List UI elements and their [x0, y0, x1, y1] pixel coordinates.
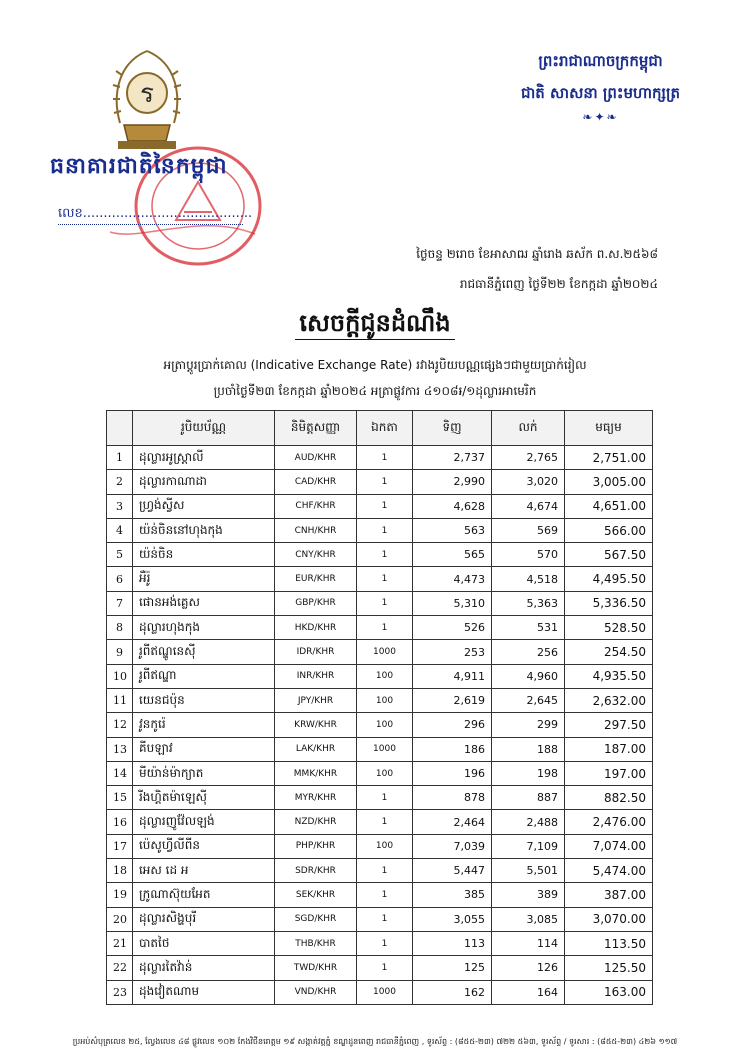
average-rate: 4,651.00 [565, 494, 653, 518]
currency-symbol: NZD/KHR [275, 810, 357, 834]
table-row [107, 737, 653, 761]
sell-rate: 531 [492, 616, 565, 640]
currency-name: ដុល្លារញូវ៉ែលឡង់ [133, 810, 275, 834]
average-rate: 5,474.00 [565, 859, 653, 883]
average-rate: 3,070.00 [565, 907, 653, 931]
col-header-average: មធ្យម [565, 411, 653, 446]
ornament-divider: ❧✦❧ [582, 110, 619, 124]
table-row [107, 810, 653, 834]
currency-symbol: INR/KHR [275, 664, 357, 688]
currency-name: ដុល្លារហុងកុង [133, 616, 275, 640]
buy-rate: 2,464 [413, 810, 492, 834]
buy-rate: 2,619 [413, 688, 492, 712]
currency-name: ផោនអង់គ្លេស [133, 591, 275, 615]
currency-name: ដុល្លារសិង្ហបុរី [133, 907, 275, 931]
currency-symbol: VND/KHR [275, 980, 357, 1004]
currency-unit: 1 [357, 446, 413, 470]
currency-symbol: SGD/KHR [275, 907, 357, 931]
row-number: 13 [107, 737, 133, 761]
currency-unit: 1 [357, 543, 413, 567]
buy-rate: 878 [413, 786, 492, 810]
buy-rate: 4,911 [413, 664, 492, 688]
currency-symbol: SDR/KHR [275, 859, 357, 883]
average-rate: 163.00 [565, 980, 653, 1004]
currency-name: ហ្វ្រង់ស្វីស [133, 494, 275, 518]
row-number: 6 [107, 567, 133, 591]
table-row [107, 859, 653, 883]
buy-rate: 563 [413, 518, 492, 542]
kingdom-title: ព្រះរាជាណាចក្រកម្ពុជា [538, 52, 663, 70]
col-header-currency: រូបិយប័ណ្ណ [133, 411, 275, 446]
currency-unit: 1 [357, 931, 413, 955]
place-date: រាជធានីភ្នំពេញ ថ្ងៃទី២២ ខែកក្កដា ឆ្នាំ២០២៤ [459, 277, 658, 291]
currency-symbol: AUD/KHR [275, 446, 357, 470]
row-number: 14 [107, 761, 133, 785]
currency-symbol: CAD/KHR [275, 470, 357, 494]
currency-name: គីបឡាវ [133, 737, 275, 761]
table-row [107, 883, 653, 907]
sell-rate: 4,518 [492, 567, 565, 591]
currency-name: បាតថៃ [133, 931, 275, 955]
row-number: 21 [107, 931, 133, 955]
currency-symbol: JPY/KHR [275, 688, 357, 712]
currency-unit: 1 [357, 907, 413, 931]
sell-rate: 570 [492, 543, 565, 567]
reference-number: លេខ......................................... [58, 205, 243, 225]
average-rate: 7,074.00 [565, 834, 653, 858]
row-number: 8 [107, 616, 133, 640]
currency-name: វូនកូរ៉េ [133, 713, 275, 737]
currency-unit: 1000 [357, 980, 413, 1004]
average-rate: 528.50 [565, 616, 653, 640]
currency-symbol: IDR/KHR [275, 640, 357, 664]
currency-name: ដុល្លារកាណាដា [133, 470, 275, 494]
sell-rate: 389 [492, 883, 565, 907]
currency-name: រីងហ្គិតម៉ាឡេស៊ី [133, 786, 275, 810]
currency-symbol: MYR/KHR [275, 786, 357, 810]
average-rate: 2,751.00 [565, 446, 653, 470]
row-number: 7 [107, 591, 133, 615]
sell-rate: 198 [492, 761, 565, 785]
bank-logo-emblem [108, 45, 186, 157]
buy-rate: 2,990 [413, 470, 492, 494]
currency-name: យ៉ន់ចិននៅហុងកុង [133, 518, 275, 542]
table-row [107, 956, 653, 980]
currency-unit: 1 [357, 786, 413, 810]
currency-unit: 1 [357, 494, 413, 518]
row-number: 1 [107, 446, 133, 470]
currency-unit: 100 [357, 688, 413, 712]
buy-rate: 385 [413, 883, 492, 907]
currency-unit: 1000 [357, 737, 413, 761]
sell-rate: 5,501 [492, 859, 565, 883]
currency-symbol: THB/KHR [275, 931, 357, 955]
sell-rate: 3,085 [492, 907, 565, 931]
average-rate: 2,632.00 [565, 688, 653, 712]
table-row [107, 761, 653, 785]
average-rate: 113.50 [565, 931, 653, 955]
currency-symbol: CNY/KHR [275, 543, 357, 567]
currency-unit: 100 [357, 834, 413, 858]
currency-symbol: CHF/KHR [275, 494, 357, 518]
currency-symbol: KRW/KHR [275, 713, 357, 737]
currency-name: រូពីឥណ្ឌា [133, 664, 275, 688]
bank-name: ធនាគារជាតិនៃកម្ពុជា [50, 154, 228, 179]
sell-rate: 188 [492, 737, 565, 761]
buy-rate: 4,473 [413, 567, 492, 591]
currency-unit: 1 [357, 591, 413, 615]
sell-rate: 4,674 [492, 494, 565, 518]
col-header-symbol: និមិត្តសញ្ញា [275, 411, 357, 446]
currency-name: មីយ៉ាន់ម៉ាក្យាត [133, 761, 275, 785]
col-header-buy: ទិញ [413, 411, 492, 446]
table-row [107, 518, 653, 542]
document-title [0, 308, 750, 343]
currency-symbol: TWD/KHR [275, 956, 357, 980]
buy-rate: 162 [413, 980, 492, 1004]
table-row [107, 567, 653, 591]
table-row [107, 494, 653, 518]
row-number: 2 [107, 470, 133, 494]
currency-unit: 1 [357, 956, 413, 980]
currency-unit: 1 [357, 810, 413, 834]
buy-rate: 296 [413, 713, 492, 737]
table-row [107, 713, 653, 737]
lunar-date: ថ្ងៃចន្ទ ២រោច ខែអាសាឍ ឆ្នាំរោង ឆស័ក ព.ស.២៥៦៨ [416, 247, 658, 261]
average-rate: 5,336.50 [565, 591, 653, 615]
currency-name: យេនជប៉ុន [133, 688, 275, 712]
subtitle-rate-description: អត្រាប្តូរប្រាក់គោល (Indicative Exchange Rate) រវាងរូបិយបណ្ណផ្សេងៗជាមួយប្រាក់រៀល [163, 358, 587, 372]
table-row [107, 616, 653, 640]
table-body [107, 446, 653, 1005]
row-number: 22 [107, 956, 133, 980]
table-row [107, 470, 653, 494]
table-row [107, 786, 653, 810]
col-header-sell: លក់ [492, 411, 565, 446]
buy-rate: 4,628 [413, 494, 492, 518]
row-number: 18 [107, 859, 133, 883]
currency-symbol: CNH/KHR [275, 518, 357, 542]
row-number: 23 [107, 980, 133, 1004]
footer-address: ប្រអប់សំបុត្រលេខ ២៥, ល្វែងលេខ ៤៨ ផ្លូវលេខ ១០២ កែងវិថីនរោត្តម ១៩ សង្កាត់វត្តភ្នំ ខណ្ឌដូនពេញ រាជធានីភ្នំពេញ , ទូរស័ព្ទ : (៨៥៥-២៣) ៧២២ ៥៦៣, ទូរស័ព្ទ / ទូរសារ : (៨៥៥-២៣) ៤២៦ ១១៧ [72, 1037, 678, 1046]
currency-unit: 1 [357, 859, 413, 883]
currency-symbol: LAK/KHR [275, 737, 357, 761]
currency-name: អេស ដេ អ [133, 859, 275, 883]
row-number: 17 [107, 834, 133, 858]
currency-unit: 1 [357, 567, 413, 591]
sell-rate: 2,645 [492, 688, 565, 712]
currency-symbol: MMK/KHR [275, 761, 357, 785]
currency-symbol: GBP/KHR [275, 591, 357, 615]
row-number: 11 [107, 688, 133, 712]
currency-unit: 100 [357, 761, 413, 785]
currency-symbol: EUR/KHR [275, 567, 357, 591]
table-header-row [107, 411, 653, 446]
sell-rate: 4,960 [492, 664, 565, 688]
currency-name: ប៉េសូហ្វីលីពីន [133, 834, 275, 858]
average-rate: 254.50 [565, 640, 653, 664]
buy-rate: 2,737 [413, 446, 492, 470]
average-rate: 4,935.50 [565, 664, 653, 688]
currency-unit: 1 [357, 616, 413, 640]
national-motto: ជាតិ សាសនា ព្រះមហាក្សត្រ [521, 84, 680, 102]
currency-name: ដុល្លារអូស្ត្រាលី [133, 446, 275, 470]
buy-rate: 526 [413, 616, 492, 640]
buy-rate: 5,447 [413, 859, 492, 883]
average-rate: 567.50 [565, 543, 653, 567]
row-number: 12 [107, 713, 133, 737]
row-number: 9 [107, 640, 133, 664]
subtitle-official-rate: ប្រចាំថ្ងៃទី២៣ ខែកក្កដា ឆ្នាំ២០២៤ អត្រាផ្លូវការ ៤១០៨៛/១ដុល្លារអាមេរិក [213, 384, 537, 398]
average-rate: 297.50 [565, 713, 653, 737]
row-number: 20 [107, 907, 133, 931]
currency-symbol: PHP/KHR [275, 834, 357, 858]
row-number: 5 [107, 543, 133, 567]
sell-rate: 164 [492, 980, 565, 1004]
sell-rate: 256 [492, 640, 565, 664]
buy-rate: 565 [413, 543, 492, 567]
sell-rate: 887 [492, 786, 565, 810]
average-rate: 566.00 [565, 518, 653, 542]
table-row [107, 688, 653, 712]
sell-rate: 3,020 [492, 470, 565, 494]
currency-symbol: HKD/KHR [275, 616, 357, 640]
sell-rate: 569 [492, 518, 565, 542]
currency-unit: 100 [357, 713, 413, 737]
buy-rate: 5,310 [413, 591, 492, 615]
currency-name: ដុល្លារតៃវ៉ាន់ [133, 956, 275, 980]
table-row [107, 664, 653, 688]
row-number: 16 [107, 810, 133, 834]
col-header-unit: ឯកតា [357, 411, 413, 446]
buy-rate: 196 [413, 761, 492, 785]
document-title-text: សេចក្តីជូនដំណឹង [295, 309, 454, 340]
currency-name: អឺរ៉ូ [133, 567, 275, 591]
currency-unit: 100 [357, 664, 413, 688]
buy-rate: 253 [413, 640, 492, 664]
currency-unit: 1 [357, 518, 413, 542]
col-header-number [107, 411, 133, 446]
kingdom-header [521, 52, 680, 124]
average-rate: 4,495.50 [565, 567, 653, 591]
average-rate: 882.50 [565, 786, 653, 810]
currency-unit: 1 [357, 470, 413, 494]
currency-unit: 1 [357, 883, 413, 907]
sell-rate: 5,363 [492, 591, 565, 615]
row-number: 10 [107, 664, 133, 688]
sell-rate: 114 [492, 931, 565, 955]
buy-rate: 7,039 [413, 834, 492, 858]
row-number: 19 [107, 883, 133, 907]
average-rate: 387.00 [565, 883, 653, 907]
currency-unit: 1000 [357, 640, 413, 664]
row-number: 4 [107, 518, 133, 542]
currency-name: យ៉ន់ចិន [133, 543, 275, 567]
svg-text:ร: ร [140, 79, 154, 109]
table-row [107, 640, 653, 664]
currency-name: ដុងវៀតណាម [133, 980, 275, 1004]
sell-rate: 299 [492, 713, 565, 737]
currency-name: រូពីឥណ្ឌូនេស៊ី [133, 640, 275, 664]
buy-rate: 125 [413, 956, 492, 980]
table-row [107, 834, 653, 858]
average-rate: 2,476.00 [565, 810, 653, 834]
sell-rate: 2,765 [492, 446, 565, 470]
average-rate: 125.50 [565, 956, 653, 980]
table-row [107, 980, 653, 1004]
average-rate: 197.00 [565, 761, 653, 785]
average-rate: 3,005.00 [565, 470, 653, 494]
buy-rate: 3,055 [413, 907, 492, 931]
table-row [107, 907, 653, 931]
sell-rate: 126 [492, 956, 565, 980]
table-row [107, 931, 653, 955]
row-number: 15 [107, 786, 133, 810]
table-row [107, 446, 653, 470]
currency-name: ក្រូណាស៊ុយអែត [133, 883, 275, 907]
currency-symbol: SEK/KHR [275, 883, 357, 907]
table-row [107, 591, 653, 615]
sell-rate: 7,109 [492, 834, 565, 858]
buy-rate: 186 [413, 737, 492, 761]
table-row [107, 543, 653, 567]
sell-rate: 2,488 [492, 810, 565, 834]
buy-rate: 113 [413, 931, 492, 955]
average-rate: 187.00 [565, 737, 653, 761]
row-number: 3 [107, 494, 133, 518]
exchange-rate-table [106, 410, 653, 1005]
